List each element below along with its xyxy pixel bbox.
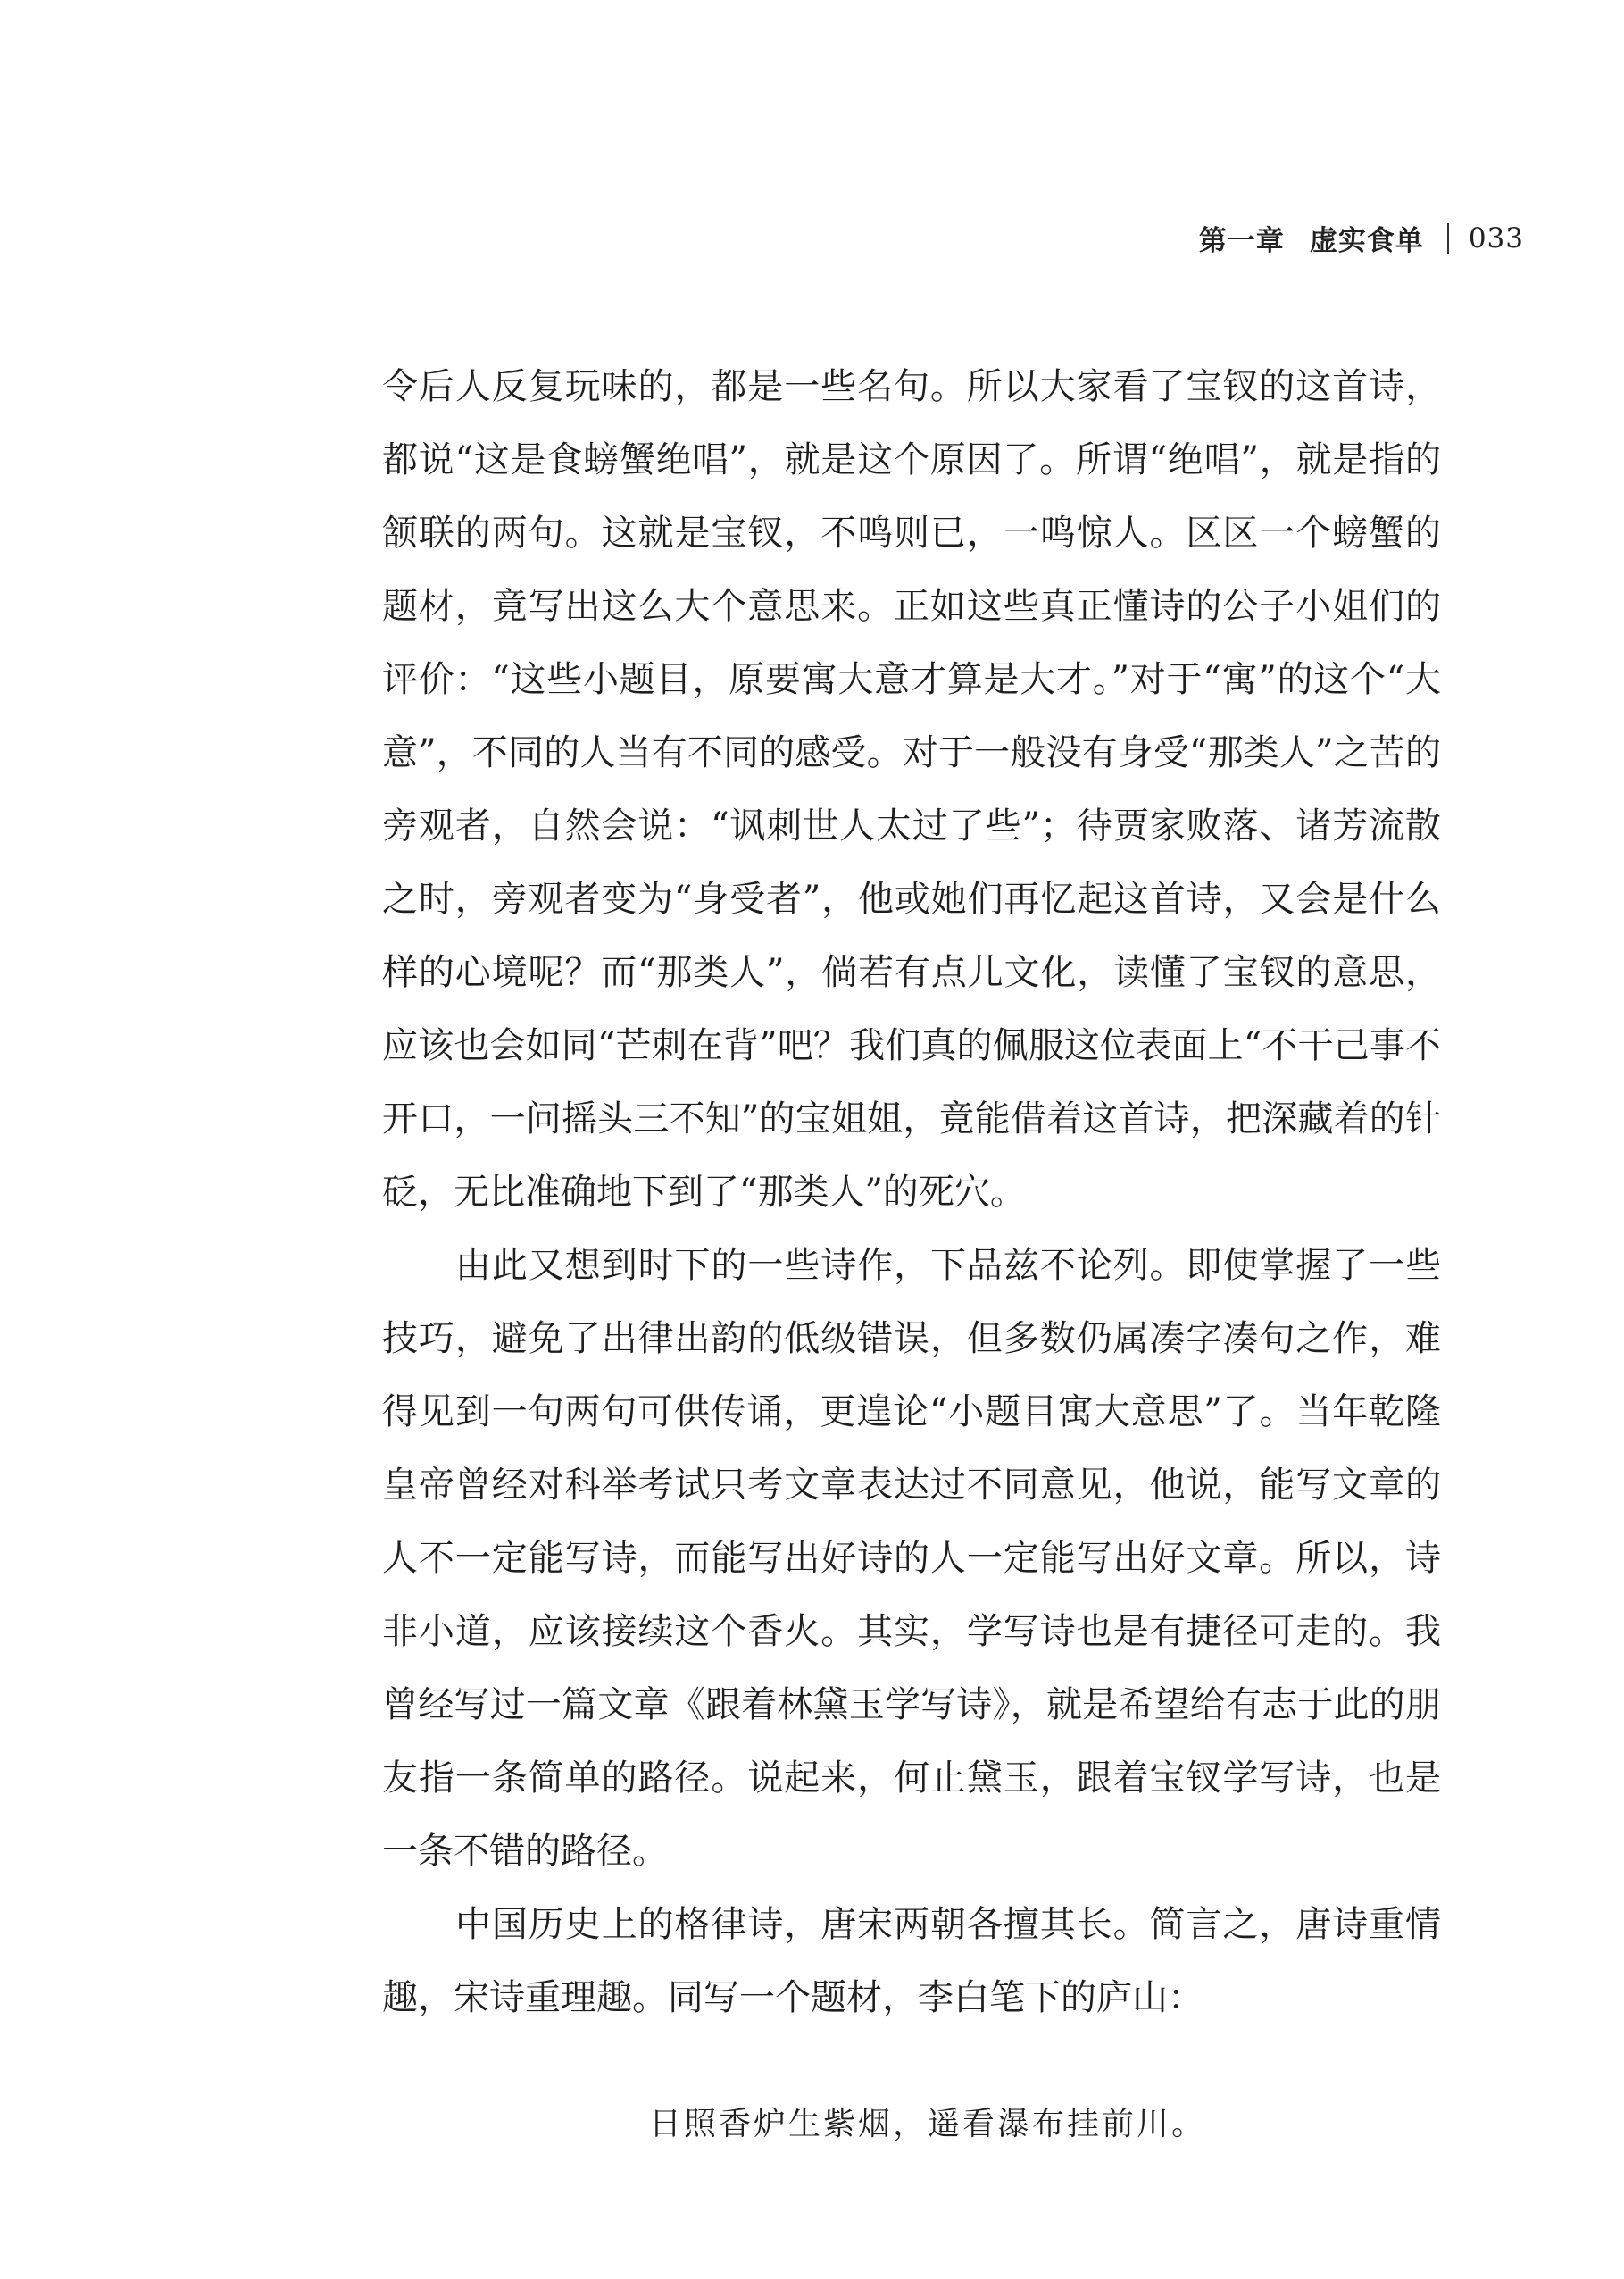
paragraph: 由此又想到时下的一些诗作，下品兹不论列。即使掌握了一些技巧，避免了出律出韵的低级错误，但多数仍属凑字凑句之作，难得见到一句两句可供传诵，更遑论“小题目寓大意思”了。当年乾隆皇帝曾经对科举考试只考文章表达过不同意见，他说，能写文章的人不一定能写诗，而能写出好诗的人一定能写出好文章。所以，诗非小道，应该接续这个香火。其实，学写诗也是有捷径可走的。我曾经写过一篇文章《跟着林黛玉学写诗》，就是希望给有志于此的朋友指一条简单的路径。说起来，何止黛玉，跟着宝钗学写诗，也是一条不错的路径。	[382, 1245, 1441, 1872]
chapter-label: 第一章	[1198, 225, 1285, 257]
page-number: 033	[1468, 221, 1524, 255]
paragraph-continued: 令后人反复玩味的，都是一些名句。所以大家看了宝钗的这首诗，都说“这是食螃蟹绝唱”，就是这个原因了。所谓“绝唱”，就是指的颔联的两句。这就是宝钗，不鸣则已，一鸣惊人。区区一个螃蟹的题材，竟写出这么大个意思来。正如这些真正懂诗的公子小姐们的评价：“这些小题目，原要寓大意才算是大才。”对于“寓”的这个“大意”，不同的人当有不同的感受。对于一般没有身受“那类人”之苦的旁观者，自然会说：“讽刺世人太过了些”；待贾家败落、诸芳流散之时，旁观者变为“身受者”，他或她们再忆起这首诗，又会是什么样的心境呢？而“那类人”，倘若有点儿文化，读懂了宝钗的意思，应该也会如同“芒刺在背”吧？我们真的佩服这位表面上“不干己事不开口，一问摇头三不知”的宝姐姐，竟能借着这首诗，把深藏着的针砭，无比准确地下到了“那类人”的死穴。	[382, 366, 1441, 1213]
section-title: 虚实食单	[1309, 225, 1424, 257]
header-separator	[1447, 223, 1449, 254]
paragraph: 中国历史上的格律诗，唐宋两朝各擅其长。简言之，唐诗重情趣，宋诗重理趣。同写一个题材，李白笔下的庐山：	[382, 1904, 1441, 2018]
poem-quote: 日照香炉生紫烟，遥看瀑布挂前川。	[648, 2106, 1206, 2142]
running-header	[1199, 218, 1524, 258]
body-text	[382, 350, 1441, 2161]
